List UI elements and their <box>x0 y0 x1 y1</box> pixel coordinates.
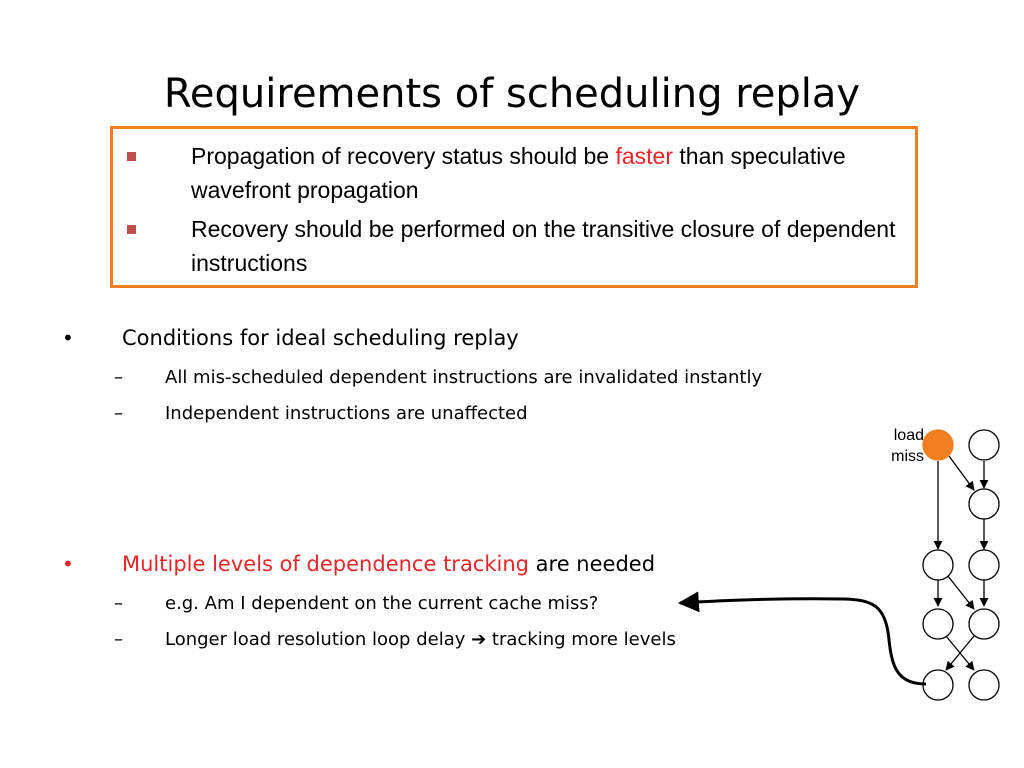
instruction-node <box>923 550 953 580</box>
levels-highlight: Multiple levels of dependence tracking <box>122 552 529 576</box>
dependence-edge <box>948 576 974 609</box>
dash-marker: – <box>114 403 123 424</box>
instruction-node <box>969 670 999 700</box>
miss-label: miss <box>891 448 924 465</box>
requirement-text-post: than speculative wavefront propagation <box>191 143 846 203</box>
requirement-text: Recovery should be performed on the transitive closure of dependent instructions <box>191 216 896 276</box>
dash-marker: – <box>114 629 123 650</box>
levels-rest: are needed <box>529 552 656 576</box>
condition-item: Independent instructions are unaffected <box>165 403 528 424</box>
instruction-node <box>969 609 999 639</box>
requirement-highlight: faster <box>615 143 674 169</box>
instruction-node <box>969 489 999 519</box>
instruction-node <box>969 430 999 460</box>
levels-item-pre: Longer load resolution loop delay <box>165 629 472 650</box>
dependence-edge <box>949 456 974 490</box>
load-miss-node <box>923 430 953 460</box>
requirement-text-pre: Propagation of recovery status should be <box>191 143 616 169</box>
dash-marker: – <box>114 367 123 388</box>
instruction-node <box>969 550 999 580</box>
right-arrow-icon: ➔ <box>471 629 487 650</box>
slide-title: Requirements of scheduling replay <box>163 71 861 117</box>
load-label: load <box>893 427 924 444</box>
levels-item: e.g. Am I dependent on the current cache miss? <box>165 593 599 614</box>
dash-marker: – <box>114 593 123 614</box>
levels-item-post: tracking more levels <box>486 629 676 650</box>
pointer-arrow <box>680 599 926 684</box>
bullet-marker: • <box>62 552 74 576</box>
instruction-node <box>923 670 953 700</box>
bullet-marker: • <box>62 326 74 350</box>
instruction-node <box>923 609 953 639</box>
condition-item: All mis-scheduled dependent instructions are invalidated instantly <box>165 367 763 388</box>
conditions-heading: Conditions for ideal scheduling replay <box>122 326 519 350</box>
